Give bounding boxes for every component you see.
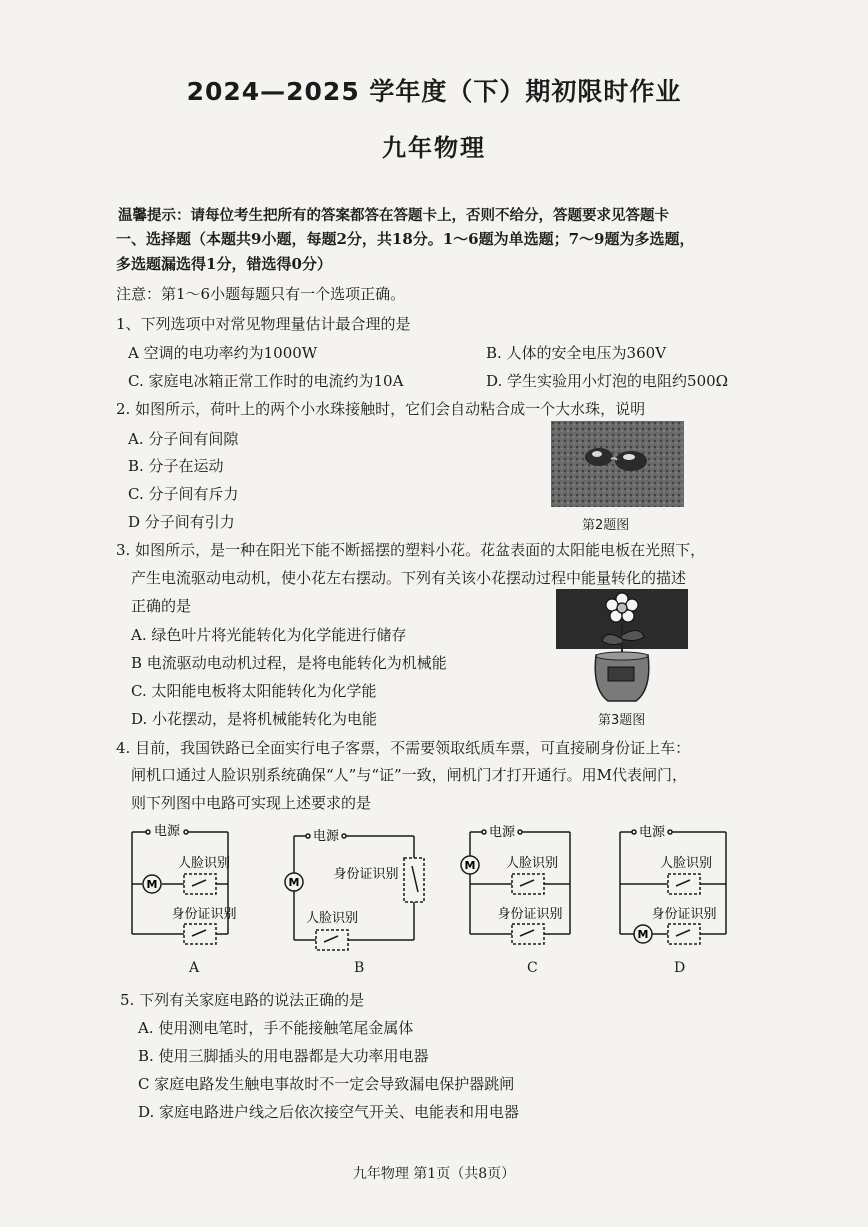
circuit-b: [284, 822, 434, 962]
q5-option-b: B. 使用三脚插头的用电器都是大功率用电器: [138, 1047, 429, 1065]
q2-option-b: B. 分子在运动: [128, 457, 224, 475]
q5-option-c: C 家庭电路发生触电事故时不一定会导致漏电保护器跳闸: [138, 1075, 515, 1093]
water-droplets-illustration: [551, 421, 684, 507]
q4-stem-line3: 则下列图中电路可实现上述要求的是: [131, 794, 372, 812]
q1-option-d: D. 学生实验用小灯泡的电阻约500Ω: [486, 372, 729, 390]
id-label-b: 身份证识别: [333, 867, 399, 882]
circuit-option-a: A: [189, 960, 200, 976]
q3-stem-line1: 3. 如图所示，是一种在阳光下能不断摇摆的塑料小花。花盆表面的太阳能电板在光照下，: [116, 541, 706, 559]
circuit-option-b: B: [354, 960, 365, 976]
motor-symbol-d: M: [637, 928, 649, 941]
circuit-option-c: C: [527, 960, 538, 976]
q2-option-c: C. 分子间有斥力: [128, 485, 239, 503]
circuit-b-diagram: [284, 822, 434, 962]
power-label-b: 电源: [312, 829, 340, 844]
id-label-a: 身份证识别: [171, 907, 237, 922]
circuit-a: [128, 822, 258, 962]
notice-text: 温馨提示：请每位考生把所有的答案都答在答题卡上，否则不给分，答题要求见答题卡: [118, 207, 669, 224]
circuit-option-d: D: [674, 960, 686, 976]
q3-figure-caption: 第3题图: [598, 713, 646, 728]
q4-stem-line2: 闸机口通过人脸识别系统确保“人”与“证”一致，闸机门才打开通行。用M代表闸门，: [131, 766, 688, 784]
power-label-d: 电源: [638, 825, 666, 840]
power-label-a: 电源: [153, 824, 181, 839]
q4-stem-line1: 4. 目前，我国铁路已全面实行电子客票，不需要领取纸质车票，可直接刷身份证上车：: [116, 739, 691, 757]
lotus-leaf-photo: [551, 421, 684, 507]
q3-option-a: A. 绿色叶片将光能转化为化学能进行储存: [131, 626, 407, 644]
section-note: 注意：第1～6小题每题只有一个选项正确。: [116, 285, 406, 303]
circuit-c: [460, 822, 590, 962]
power-label-c: 电源: [488, 825, 516, 840]
motor-symbol-c: M: [464, 859, 476, 872]
q1-option-c: C. 家庭电冰箱正常工作时的电流约为10A: [128, 372, 404, 390]
page-footer: 九年物理 第1页（共8页）: [352, 1166, 516, 1182]
circuit-c-diagram: [460, 822, 590, 962]
section-heading-line1: 一、选择题（本题共9小题，每题2分，共18分。1～6题为单选题；7～9题为多选题，: [116, 230, 695, 248]
motor-symbol-a: M: [146, 878, 158, 891]
circuit-d: [612, 822, 742, 962]
q3-stem-line2: 产生电流驱动电动机，使小花左右摆动。下列有关该小花摆动过程中能量转化的描述: [131, 569, 687, 587]
motor-symbol-b: M: [288, 876, 300, 889]
q1-option-b: B. 人体的安全电压为360V: [486, 344, 667, 362]
q1-stem: 1、下列选项中对常见物理量估计最合理的是: [116, 315, 411, 333]
exam-title: 2024—2025 学年度（下）期初限时作业: [186, 77, 682, 106]
q3-option-c: C. 太阳能电板将太阳能转化为化学能: [131, 682, 377, 700]
q2-stem: 2. 如图所示，荷叶上的两个小水珠接触时，它们会自动粘合成一个大水珠，说明: [116, 400, 646, 418]
face-label-d: 人脸识别: [659, 856, 713, 871]
q5-option-a: A. 使用测电笔时，手不能接触笔尾金属体: [138, 1019, 414, 1037]
section-heading-line2: 多选题漏选得1分，错选得0分）: [116, 255, 332, 273]
plastic-flower-illustration: [556, 589, 688, 707]
flower-pot-photo: [556, 589, 688, 707]
face-label-c: 人脸识别: [505, 856, 559, 871]
q2-figure-caption: 第2题图: [582, 518, 630, 533]
id-label-d: 身份证识别: [651, 907, 717, 922]
q5-option-d: D. 家庭电路进户线之后依次接空气开关、电能表和用电器: [138, 1103, 520, 1121]
exam-subtitle: 九年物理: [382, 134, 486, 162]
q1-option-a: A 空调的电功率约为1000W: [128, 344, 318, 362]
circuit-a-diagram: [128, 822, 258, 962]
q3-option-b: B 电流驱动电动机过程，是将电能转化为机械能: [131, 654, 447, 672]
q2-option-d: D 分子间有引力: [128, 513, 235, 531]
q5-stem: 5. 下列有关家庭电路的说法正确的是: [120, 991, 365, 1009]
q3-option-d: D. 小花摆动，是将机械能转化为电能: [131, 710, 378, 728]
q2-option-a: A. 分子间有间隙: [128, 430, 239, 448]
id-label-c: 身份证识别: [497, 907, 563, 922]
q3-stem-line3: 正确的是: [131, 597, 192, 615]
face-label-a: 人脸识别: [177, 856, 231, 871]
circuit-d-diagram: [612, 822, 742, 962]
face-label-b: 人脸识别: [305, 911, 359, 926]
